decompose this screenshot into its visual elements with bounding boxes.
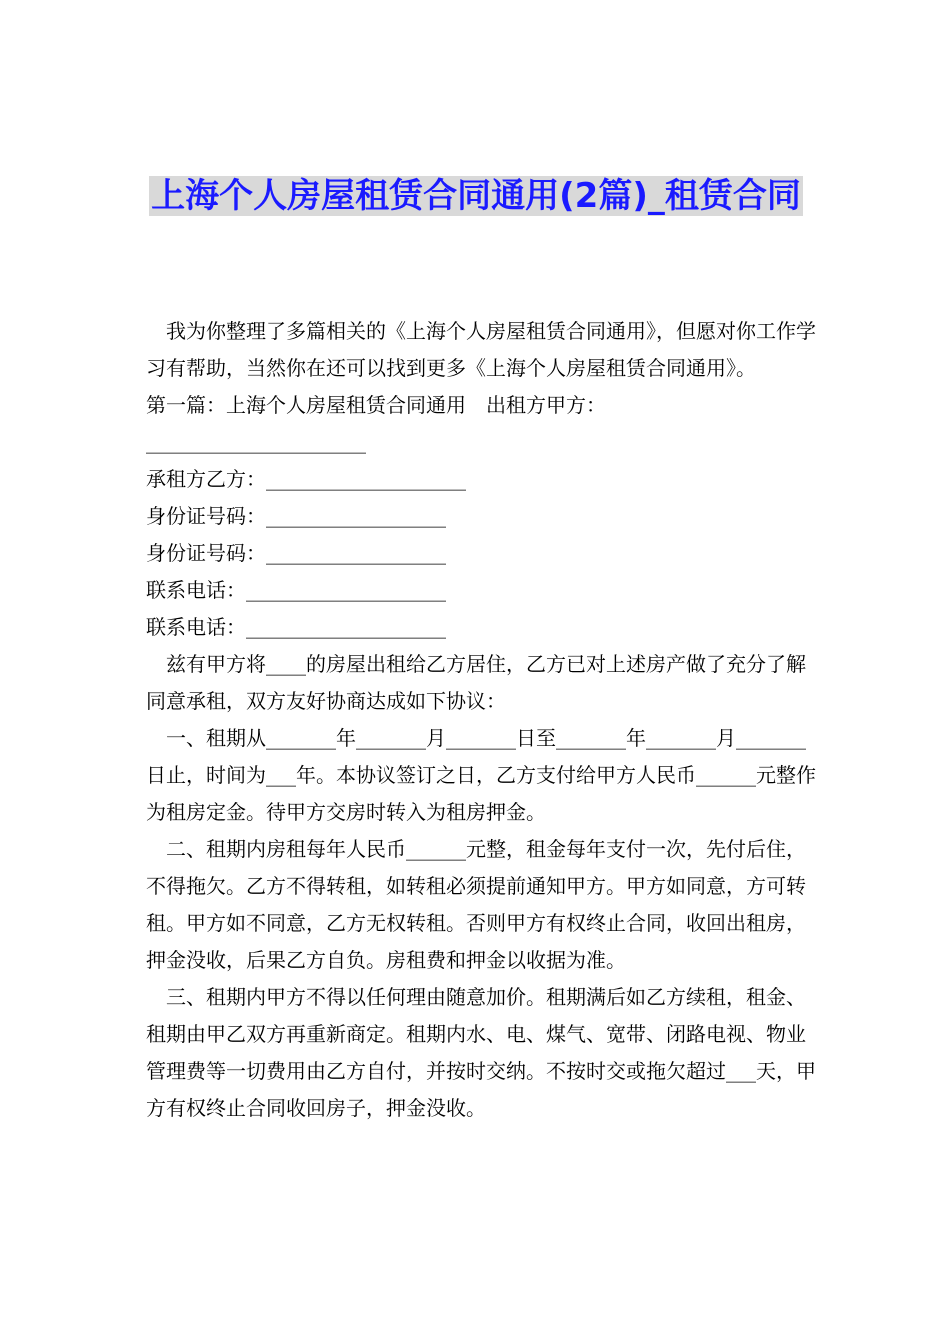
id-number-line-1: 身份证号码：__________________	[146, 504, 446, 528]
title-text: 上海个人房屋租赁合同通用(2篇)_租赁合同	[151, 176, 801, 216]
lessee-line: 承租方乙方：____________________	[146, 467, 466, 491]
intro-paragraph: 我为你整理了多篇相关的《上海个人房屋租赁合同通用》，但愿对你工作学习有帮助，当然你在还可以找到更多《上海个人房屋租赁合同通用》。	[146, 319, 816, 380]
lessor-line: 第一篇：上海个人房屋租赁合同通用 出租方甲方：______________________	[146, 393, 606, 454]
document-body	[146, 313, 816, 1127]
clause-1: 一、租期从_______年_______月_______日至_______年_______月_______日止，时间为___年。本协议签订之日，乙方支付给甲方人民币______元整作为租房定金。待甲方交房时转入为租房押金。	[146, 726, 816, 824]
phone-line-2: 联系电话：____________________	[146, 615, 446, 639]
phone-line-1: 联系电话：____________________	[146, 578, 446, 602]
agreement-paragraph: 兹有甲方将____的房屋出租给乙方居住，乙方已对上述房产做了充分了解同意承租，双方友好协商达成如下协议：	[146, 652, 806, 713]
clause-3: 三、租期内甲方不得以任何理由随意加价。租期满后如乙方续租，租金、租期由甲乙双方再重新商定。租期内水、电、煤气、宽带、闭路电视、物业管理费等一切费用由乙方自付，并按时交纳。不按时交或拖欠超过___天，甲方有权终止合同收回房子，押金没收。	[146, 985, 816, 1120]
clause-2: 二、租期内房租每年人民币______元整，租金每年支付一次，先付后住，不得拖欠。乙方不得转租，如转租必须提前通知甲方。甲方如同意，方可转租。甲方如不同意，乙方无权转租。否则甲方有权终止合同，收回出租房，押金没收，后果乙方自负。房租费和押金以收据为准。	[146, 837, 806, 972]
document-title	[140, 172, 812, 220]
id-number-line-2: 身份证号码：__________________	[146, 541, 446, 565]
